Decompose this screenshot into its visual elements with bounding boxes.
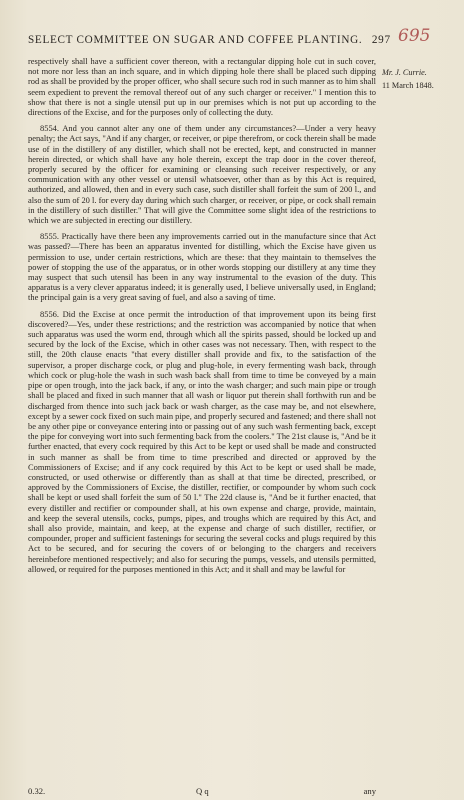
catchword: any — [363, 786, 376, 796]
footer-reference: 0.32. — [28, 786, 46, 796]
running-header — [28, 34, 391, 46]
paragraph: 8556. Did the Excise at once permit the introduction of that improvement upon its being first discovered?—Yes, under these restrictions; and the restriction was accompanied by notice that when such apparatus was used the worm end, through which all the spirits passed, should be locked up and secured by the lock of the Excise, which in other cases was not necessary. Then, with respect to the still, the 20th clause enacts "that every distiller shall provide and fix, to the satisfaction of the supervisor, a proper discharge cock, or plug and plug-hole, in every fermenting wash back, through which cock or plug-hole the wash in such wash back shall from time to time be conveyed by a main pipe or open trough, into the jack back, if any, or into the wash charger; and such main pipe or trough shall be placed and fixed in such manner that all wash or liquor put therein shall forthwith run and be discharged from thence into such jack back or wash charger, as the case may be, and not elsewhere, except by a sewer cock fixed on such main pipe, and properly secured and fastened; and there shall not be any other pipe or conveyance entering into or passing out of any such wash fermenting back, except the pipe for conveying wort into such fermenting back from the coolers." The 21st clause is, "And be it further enacted, that every cock required by this Act to be kept or used shall be made and constructed in such manner as shall be from time to time prescribed and directed or approved by the Commissioners of Excise; and if any cock required by this Act to be kept or used shall be made, constructed, or used otherwise or differently than as shall at that time be directed, prescribed, or approved by the Commissioners of Excise, the distiller, rectifier, or compounder by whom such cock shall be kept or used shall forfeit the sum of 50 l." The 22d clause is, "And be it further enacted, that every distiller and rectifier or compounder shall, at his own expense and charge, provide, maintain, and keep the several utensils, cocks, pumps, pipes, and troughs which are required by this Act, and shall also provide, maintain, and keep, at the expense and charge of such distiller, rectifier, or compounder, proper and sufficient fastenings for securing the several cocks and plugs required by this Act to be secured, and for securing the covers of or belonging to the chargers and receivers hereinbefore mentioned respectively; and also for securing the pumps, vessels, and utensils permitted, allowed, or required for the purposes mentioned in this Act; and it shall and may be lawful for — [28, 308, 376, 574]
paragraph: 8555. Practically have there been any improvements carried out in the manufacture since that Act was passed?—There has been an apparatus invented for distilling, which the Excise have given us permission to use, under certain restrictions, which are these: that they maintain to themselves the power of stopping the use of the apparatus, or in other words stopping our distillery at any time they may suspect that such utensil has been in any way instrumental to the evasion of the duty. This apparatus is a very clever apparatus indeed; it is generally used, I believe universally used, in England; the principal gain is a very great saving of fuel, and also a saving of time. — [28, 231, 376, 303]
page-footer — [28, 786, 376, 798]
margin-note — [382, 66, 462, 92]
handwritten-folio-number: 695 — [398, 26, 431, 46]
evidence-date: 11 March 1848. — [382, 81, 434, 90]
paragraph: 8554. And you cannot alter any one of them under any circumstances?—Under a very heavy penalty; the Act says, "And if any charger, or receiver, or pipe therefrom, or cock therein shall be made use of in the distillery of any distiller, which shall not be erected, kept, and constructed in manner herein directed, or which shall have any hole therein, except the trap door in the cover thereof, properly secured by the officer for examining or cleansing such receiver respectively, or any communication with any other vessel or utensil whatsoever, other than as by this Act is required, authorized, and allowed, then and in every such case, such distiller shall forfeit the sum of 200 l., and also the sum of 20 l. for every day during which such charger, or receiver, or pipe, or cock shall remain in the distillery of such distiller." That will give the Committee some slight idea of the restrictions to which we are subjected in erecting our distillery. — [28, 123, 376, 226]
paragraph: respectively shall have a sufficient cover thereon, with a rectangular dipping hole cut in such cover, not more nor less than an inch square, and in which dipping hole there shall be placed such dipping rod as shall be provided by the proper officer, who shall secure such rod in such manner as to him shall seem expedient to prevent the removal thereof out of any such charger or receiver." I mention this to show that there is not a single utensil put up in our premises which is not put up according to the directions of the Excise, and for the purposes only of collecting the duty. — [28, 56, 376, 118]
body-text — [28, 56, 376, 580]
page-number: 297 — [371, 34, 391, 46]
witness-name: Mr. J. Currie. — [382, 68, 427, 77]
footer-signature: Q q — [196, 786, 209, 796]
header-title: SELECT COMMITTEE ON SUGAR AND COFFEE PLANTING. — [28, 34, 363, 46]
